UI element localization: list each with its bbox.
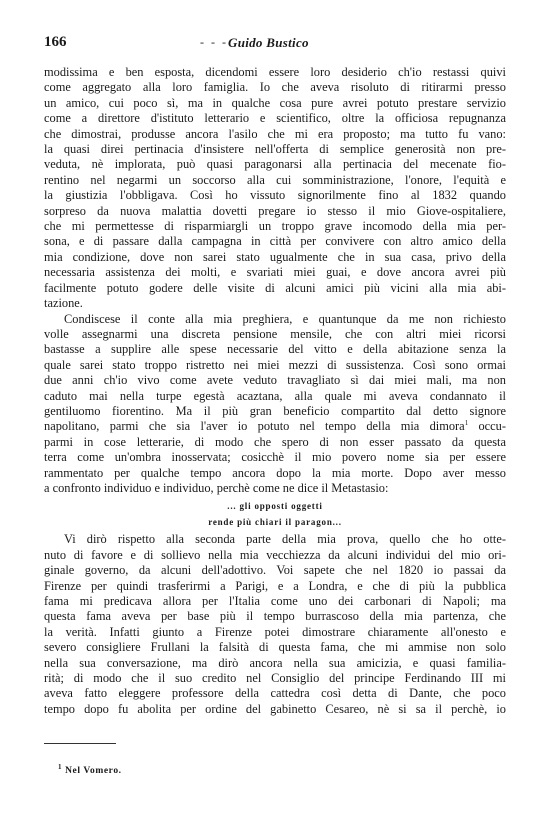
text-line: tempo dopo fu abolita per ordine del gabinetto Cesareo, nè si sa il perchè, io [44,701,506,716]
text-line: rità; di modo che il suo credito nel Consiglio del principe Ferdinando III mi [44,671,506,686]
text-line: nella sua conversazione, ma dirò ancora nella sua amicizia, e quasi familia- [44,655,506,670]
text-line: aveva fatto eleggere professore della cattedra così detta di Dante, che poco [44,686,506,701]
quote-line: ... gli opposti oggetti [227,501,323,512]
text-line: Firenze per quindi trasferirmi a Parigi, e a Londra, e che di più la pubblica [44,578,506,593]
text-line: facilmente potuto godere delle visite di alcuni amici più vicini alla mia abi- [44,280,506,295]
text-line: che dimostrai, produsse ancora l'asilo che mi era proposto; ma tutto fu vano: [44,126,506,141]
text-line: come a direttore d'istituto letterario e scientifico, oltre la officiosa repugnanza [44,111,506,126]
footnote-divider [44,743,116,744]
page-header [44,34,504,52]
text-line: veduta, nè implorata, può quasi paragonarsi alla pertinacia del mecenate fio- [44,157,506,172]
text-line: come aggregato alla loro famiglia. Io che aveva risoluto di ritirarmi presso [44,80,506,95]
text-line: parmi in cose letterarie, di modo che spero di non esser passato da questa [44,434,506,449]
text-line: la quasi direi pertinacia d'insistere nell'offerta di semplice generosità non pre- [44,142,506,157]
header-dashes: - - - [200,35,228,49]
text-line: rentino nel negarmi un soccorso alla cui somministrazione, l'onore, l'equità e [44,172,506,187]
text-line: severo consigliere Frullani la falsità di questa fama, che mi ammise non solo [44,640,506,655]
text-line: bastasse a supplire alle spese necessarie del vitto e della abitazione senza la [44,342,506,357]
text-line: necessaria assistenza dei molti, e svariati miei guai, e dove ancora avrei più [44,265,506,280]
text-line: Condiscese il conte alla mia preghiera, e quantunque da me non richiesto [64,311,506,326]
block-quote [44,500,506,528]
footnote-text: Nel Vomero. [65,766,122,776]
text-line: modissima e ben esposta, dicendomi essere loro desiderio ch'io restassi quivi [44,65,506,79]
text-line: tazione. [44,296,83,311]
text-line: la giustizia l'obbligava. Così ho vissuto signorilmente fino al 1832 quando [44,188,506,203]
text-line: terra come un'ombra inosservata; cosicchè il mio povero nome sia per essere [44,450,506,465]
text-line: ginale governo, da alcuni dell'adottivo. Voi sapete che nel 1820 io passai da [44,563,506,578]
text-line: rammentato per qualche tempo ancora dopo la mia morte. Dopo aver messo [44,465,506,480]
text-line: quale sarei stato troppo ristretto nei miei mezzi di sussistenza. Così sono ormai [44,357,506,372]
text-line: nuto di favore e di sollievo nella mia vecchiezza da alcuni individui del mio ori- [44,547,506,562]
footnote [58,762,122,776]
text-line: a confronto individuo e individuo, perchè come ne dice il Metastasio: [44,480,389,495]
text-line: sorpreso da nuova malattia dovetti pregare io stesso il mio Giove-ospitaliere, [44,203,506,218]
footnote-reference: 1 [464,419,469,428]
paragraph-1 [44,65,506,312]
text-line: Vi dirò rispetto alla seconda parte della mia prova, quello che ho otte- [64,532,506,547]
text-segment: napolitano, parmi che sia l'aver io potuto nel tempo della mia dimora [44,419,465,434]
paragraph-3 [44,532,506,717]
text-line: volle assegnarmi una discreta pensione mensile, che con altri miei ricorsi [44,326,506,341]
text-line: gentiluomo fiorentino. Ma il più gran beneficio compartito dal detto signore [44,403,506,418]
text-line [44,419,506,434]
text-line: la verità. Infatti giunto a Firenze potei dimostrare chiaramente all'onesto e [44,624,506,639]
body-text [44,65,506,717]
text-line: sona, e di passare dalla campagna in città per convivere con altro amico della [44,234,506,249]
text-line: caduto mai nella turpe egestà acaztana, alla quale mi aveva condannato il [44,388,506,403]
text-line: un amico, cui poco sì, ma in qualche cosa pure avrei potuto prestare servizio [44,95,506,110]
footnote-marker: 1 [58,762,63,771]
text-segment: occu- [468,419,506,434]
text-line: che mi permettesse di risparmiargli un troppo grave incomodo della mia per- [44,219,506,234]
text-line: fama mi predicava allora per l'Italia come uno dei carbonari di Napoli; ma [44,594,506,608]
paragraph-2 [44,312,506,497]
text-line: mia condizione, dove non sarei stato ugualmente che in sua casa, privo della [44,249,506,264]
text-line: questa fama aveva per base più il tempo burrascoso della mia partenza, che [44,609,506,624]
text-line: due anni ch'io vivo come avete veduto travagliato sì dai miei mali, ma non [44,373,506,388]
quote-line: rende più chiari il paragon... [208,517,342,528]
page-number: 166 [44,34,67,50]
running-title: Guido Bustico [228,35,309,50]
